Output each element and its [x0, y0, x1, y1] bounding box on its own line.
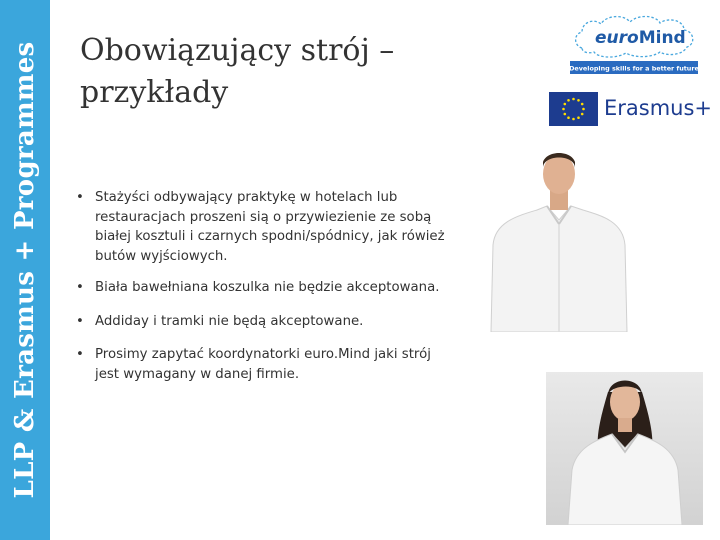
erasmus-plus-logo — [549, 92, 713, 128]
bullet-item — [76, 345, 448, 384]
slide-title-line-1: Obowiązujący strój – — [80, 33, 395, 68]
euromind-tagline: Developing skills for a better future — [569, 64, 699, 73]
bullet-text: Stażyści odbywający praktykę w hotelach lub restauracjach proszeni sią o przywiezienie ze sobą białej kosztuli i czarnych spodni/spódnicy, jak rówież butów wyjściowych. — [95, 190, 445, 264]
euromind-logo — [568, 12, 700, 84]
photo-man-white-shirt — [487, 150, 630, 332]
euromind-prefix: euro — [595, 28, 639, 48]
bullet-marker: • — [76, 280, 84, 295]
photo-woman-white-blouse — [546, 372, 703, 525]
erasmus-plus-wordmark: Erasmus+ — [604, 96, 713, 120]
cloud-logo-icon — [568, 12, 700, 84]
bullet-text: Prosimy zapytać koordynatorki euro.Mind jaki strój jest wymagany w danej firmie. — [95, 347, 431, 382]
bullet-text: Addiday i tramki nie będą akceptowane. — [95, 313, 364, 329]
slide-title-line-2: przykłady — [80, 75, 229, 110]
euromind-brand: Mind — [638, 28, 686, 48]
bullet-item — [76, 188, 448, 266]
bullet-item — [76, 312, 448, 332]
slide-title — [80, 30, 480, 114]
bullet-item — [76, 278, 448, 298]
bullet-marker: • — [76, 347, 84, 362]
bullet-marker: • — [76, 313, 84, 329]
sidebar-band — [0, 0, 50, 540]
eu-flag-icon — [549, 92, 598, 126]
bullet-list — [76, 188, 448, 384]
svg-text:euroMind — [595, 28, 686, 48]
sidebar-programme-label: LLP & Erasmus + Programmes — [10, 41, 40, 499]
bullet-text: Biała bawełniana koszulka nie będzie akceptowana. — [95, 280, 440, 295]
bullet-marker: • — [76, 190, 84, 205]
